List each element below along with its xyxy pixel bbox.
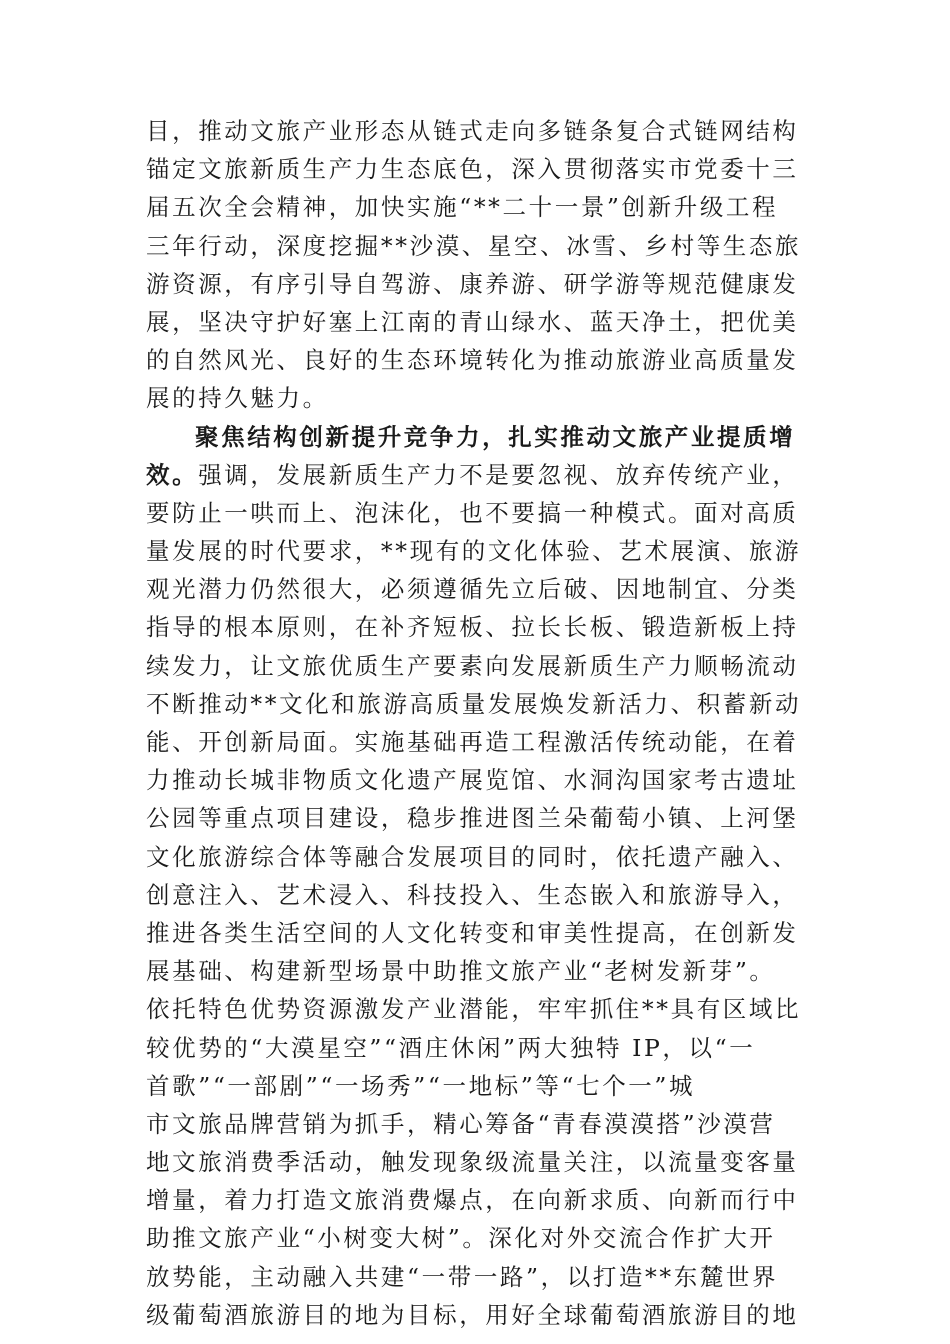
text-line: 市文旅品牌营销为抓手，精心筹备“青春漠漠搭”沙漠营 xyxy=(146,1109,776,1138)
text-line: 不断推动**文化和旅游高质量发展焕发新活力、积蓄新动 xyxy=(146,689,802,718)
section-heading-end: 效。 xyxy=(146,460,199,489)
body-text xyxy=(146,112,808,1334)
text-line: 增量，着力打造文旅消费爆点，在向新求质、向新而行中 xyxy=(146,1186,799,1215)
text-line: 推进各类生活空间的人文化转变和审美性提高，在创新发 xyxy=(146,918,799,947)
text-line: 地文旅消费季活动，触发现象级流量关注，以流量变客量 xyxy=(146,1148,799,1177)
text-line: 公园等重点项目建设，稳步推进图兰朵葡萄小镇、上河堡 xyxy=(146,804,799,833)
text-line: 的自然风光、良好的生态环境转化为推动旅游业高质量发 xyxy=(146,346,799,375)
text-line: 三年行动，深度挖掘**沙漠、星空、冰雪、乡村等生态旅 xyxy=(146,231,802,260)
section-heading: 聚焦结构创新提升竞争力，扎实推动文旅产业提质增 xyxy=(195,422,796,451)
text-line: 锚定文旅新质生产力生态底色，深入贯彻落实市党委十三 xyxy=(146,155,799,184)
text-line: 级葡萄酒旅游目的地为目标，用好全球葡萄酒旅游目的地 xyxy=(146,1300,799,1329)
text-line: 能、开创新局面。实施基础再造工程激活传统动能，在着 xyxy=(146,728,799,756)
text-line: 展的持久魅力。 xyxy=(146,384,329,413)
text-line: 首歌”“一部剧”“一场秀”“一地标”等“七个一”城 xyxy=(146,1071,696,1100)
text-line: 创意注入、艺术浸入、科技投入、生态嵌入和旅游导入， xyxy=(146,880,799,909)
text-segment: 强调，发展新质生产力不是要忽视、放弃传统产业， xyxy=(198,460,799,489)
text-line: 文化旅游综合体等融合发展项目的同时，依托遗产融入、 xyxy=(146,842,799,871)
text-line: 展基础、构建新型场景中助推文旅产业“老树发新芽”。 xyxy=(146,957,776,986)
text-line: 展，坚决守护好塞上江南的青山绿水、蓝天净土，把优美 xyxy=(146,307,799,336)
text-line: 助推文旅产业“小树变大树”。深化对外交流合作扩大开 xyxy=(146,1224,776,1253)
text-line: 较优势的“大漠星空”“酒庄休闲”两大独特 IP，以“一 xyxy=(146,1033,756,1062)
text-line: 观光潜力仍然很大，必须遵循先立后破、因地制宜、分类 xyxy=(146,575,799,604)
text-line: 届五次全会精神，加快实施“**二十一景”创新升级工程 xyxy=(146,193,779,222)
text-line: 指导的根本原则，在补齐短板、拉长长板、锻造新板上持 xyxy=(146,613,799,642)
text-line: 力推动长城非物质文化遗产展览馆、水洞沟国家考古遗址 xyxy=(146,766,799,795)
text-line: 量发展的时代要求，**现有的文化体验、艺术展演、旅游 xyxy=(146,537,802,566)
section-heading-line xyxy=(146,456,808,494)
text-line: 放势能，主动融入共建“一带一路”，以打造**东麓世界 xyxy=(146,1262,779,1291)
text-line: 要防止一哄而上、泡沫化，也不要搞一种模式。面对高质 xyxy=(146,498,799,527)
text-line: 目，推动文旅产业形态从链式走向多链条复合式链网结构 xyxy=(146,117,799,145)
text-line: 游资源，有序引导自驾游、康养游、研学游等规范健康发 xyxy=(146,269,799,298)
text-line: 依托特色优势资源激发产业潜能，牢牢抓住**具有区域比 xyxy=(146,995,802,1024)
text-line: 续发力，让文旅优质生产要素向发展新质生产力顺畅流动 xyxy=(146,651,799,680)
